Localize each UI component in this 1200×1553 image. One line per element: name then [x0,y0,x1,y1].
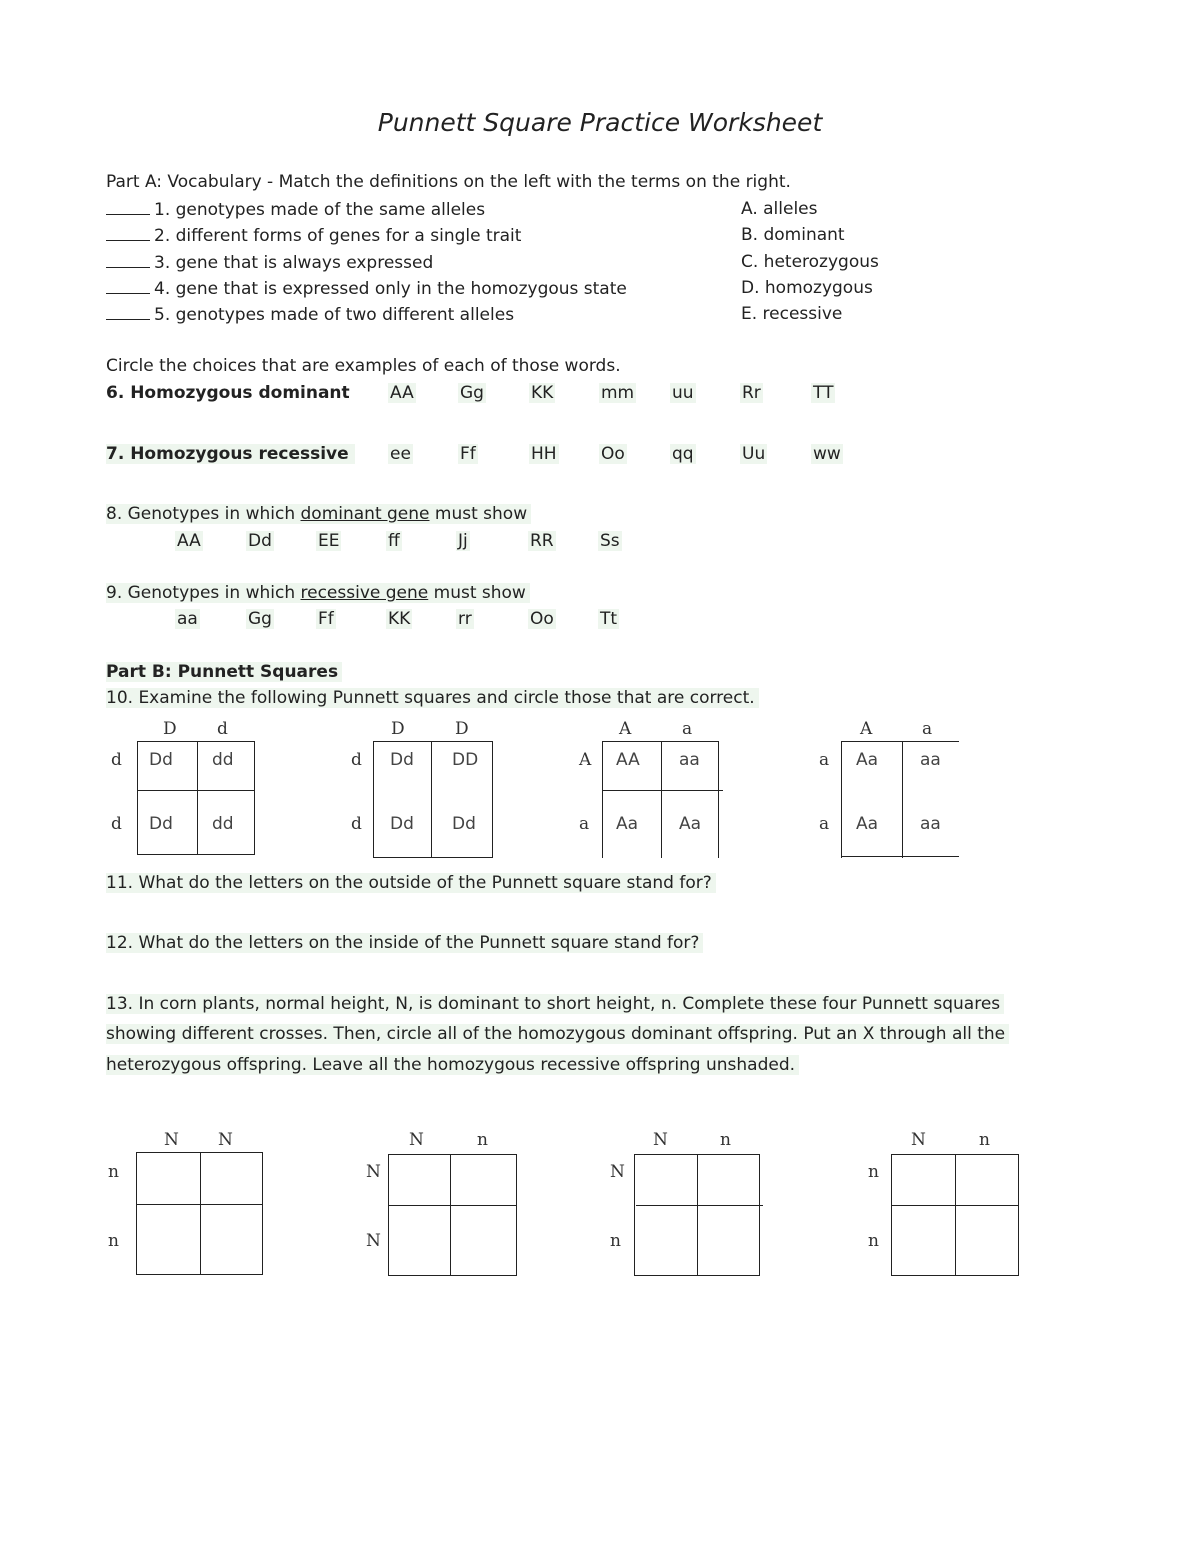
definition-1: 1. genotypes made of the same alleles [106,199,485,220]
q6-choice[interactable]: Rr [742,383,761,403]
part-a-heading: Part A: Vocabulary - Match the definitions on the left with the terms on the right. [106,172,791,192]
q13-line-2: showing different crosses. Then, circle all of the homozygous dominant offspring. Put an X through all the [106,1024,1009,1044]
definition-3: 3. gene that is always expressed [106,252,433,273]
q8-choice[interactable]: Ss [600,531,620,551]
square-cell: Aa [856,814,879,834]
top-allele: N [164,1130,179,1150]
answer-blank-5[interactable] [106,304,150,320]
part-b-heading: Part B: Punnett Squares [106,662,342,682]
q9-choice[interactable]: Gg [248,609,272,629]
q6-choice[interactable]: mm [601,383,635,403]
q12-question: 12. What do the letters on the inside of the Punnett square stand for? [106,933,703,953]
top-allele: D [163,719,177,739]
top-allele: n [979,1130,990,1150]
answer-blank-3[interactable] [106,252,150,268]
top-allele: n [477,1130,488,1150]
q6-choice[interactable]: AA [390,383,414,403]
definition-5: 5. genotypes made of two different alleles [106,304,514,325]
left-allele: N [366,1162,381,1182]
left-allele: N [366,1231,381,1251]
square-cell: aa [920,750,941,770]
q6-choice[interactable]: uu [672,383,694,403]
square-cell: Aa [856,750,879,770]
q7-choice[interactable]: ee [390,444,411,464]
square-cell: Dd [390,814,414,834]
left-allele: A [579,750,592,770]
top-allele: n [720,1130,731,1150]
square-cell: DD [452,750,479,770]
term-d: D. homozygous [741,278,873,298]
left-allele: a [579,814,590,834]
top-allele: a [682,719,693,739]
q8-choice[interactable]: Jj [458,531,468,551]
q6-choice[interactable]: TT [813,383,834,403]
page-title: Punnett Square Practice Worksheet [377,108,823,137]
square-cell: aa [920,814,941,834]
top-allele: A [619,719,632,739]
left-allele: n [868,1162,879,1182]
definition-4: 4. gene that is expressed only in the homozygous state [106,278,627,299]
q9-question: 9. Genotypes in which recessive gene must show [106,583,530,603]
q13-line-1: 13. In corn plants, normal height, N, is dominant to short height, n. Complete these four Punnett squares [106,994,1004,1014]
q11-question: 11. What do the letters on the outside of the Punnett square stand for? [106,873,716,893]
left-allele: d [111,750,122,770]
q9-choice[interactable]: rr [458,609,472,629]
answer-blank-1[interactable] [106,199,150,215]
q7-choice[interactable]: qq [672,444,694,464]
square-cell: AA [616,750,640,770]
q8-choice[interactable]: ff [388,531,400,551]
left-allele: n [610,1231,621,1251]
top-allele: D [391,719,405,739]
q6-label: 6. Homozygous dominant [106,383,350,403]
top-allele: N [911,1130,926,1150]
left-allele: d [351,750,362,770]
top-allele: N [653,1130,668,1150]
top-allele: a [922,719,933,739]
term-a: A. alleles [741,199,818,219]
q8-choice[interactable]: AA [177,531,201,551]
term-b: B. dominant [741,225,845,245]
square-cell: aa [679,750,700,770]
left-allele: n [108,1162,119,1182]
square-cell: Aa [679,814,702,834]
term-e: E. recessive [741,304,843,324]
left-allele: N [610,1162,625,1182]
q9-choice[interactable]: Tt [600,609,618,629]
q7-choice[interactable]: Ff [460,444,476,464]
top-allele: N [218,1130,233,1150]
square-cell: Dd [452,814,476,834]
square-cell: dd [212,750,234,770]
left-allele: d [111,814,122,834]
q9-choice[interactable]: Oo [530,609,554,629]
left-allele: n [108,1231,119,1251]
top-allele: d [217,719,228,739]
q7-label: 7. Homozygous recessive [106,444,355,464]
q13-line-3: heterozygous offspring. Leave all the homozygous recessive offspring unshaded. [106,1055,799,1075]
q9-choice[interactable]: Ff [318,609,334,629]
square-cell: dd [212,814,234,834]
left-allele: n [868,1231,879,1251]
circle-instruction: Circle the choices that are examples of each of those words. [106,356,621,376]
q10-question: 10. Examine the following Punnett squares and circle those that are correct. [106,688,759,708]
q6-choice[interactable]: KK [531,383,554,403]
answer-blank-4[interactable] [106,278,150,294]
square-cell: Aa [616,814,639,834]
top-allele: D [455,719,469,739]
q7-choice[interactable]: ww [813,444,841,464]
definition-2: 2. different forms of genes for a single trait [106,225,521,246]
q9-choice[interactable]: aa [177,609,198,629]
q8-choice[interactable]: Dd [248,531,272,551]
q8-choice[interactable]: EE [318,531,340,551]
q7-choice[interactable]: Uu [742,444,766,464]
q6-choice[interactable]: Gg [460,383,484,403]
q9-choice[interactable]: KK [388,609,411,629]
q8-question: 8. Genotypes in which dominant gene must show [106,504,531,524]
left-allele: a [819,750,830,770]
q8-choice[interactable]: RR [530,531,554,551]
answer-blank-2[interactable] [106,225,150,241]
q7-choice[interactable]: HH [531,444,557,464]
top-allele: N [409,1130,424,1150]
left-allele: d [351,814,362,834]
term-c: C. heterozygous [741,252,879,272]
square-cell: Dd [149,750,173,770]
q7-choice[interactable]: Oo [601,444,625,464]
left-allele: a [819,814,830,834]
square-cell: Dd [149,814,173,834]
top-allele: A [860,719,873,739]
square-cell: Dd [390,750,414,770]
